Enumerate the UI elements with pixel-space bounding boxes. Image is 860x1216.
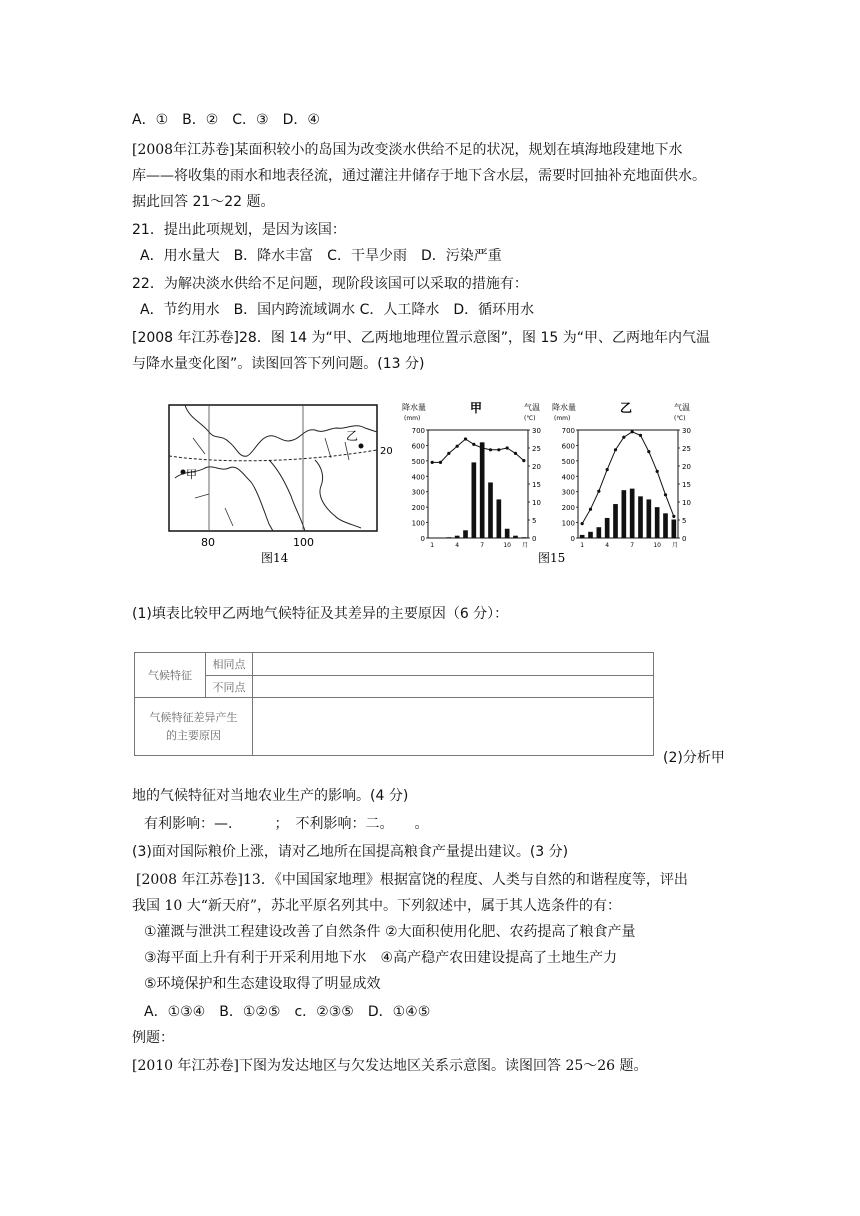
x-tick-label: 7 <box>630 542 635 549</box>
y-tick-label-right: 0 <box>682 535 687 543</box>
y-tick-label-right: 20 <box>682 463 691 471</box>
precip-bar <box>672 519 677 538</box>
precip-axis-label: 降水量 <box>552 403 576 412</box>
figure14-map <box>165 398 405 568</box>
q28-part3-prompt: (3)面对国际粮价上涨，请对乙地所在国提高粮食产量提出建议。(3 分) <box>132 844 569 860</box>
precip-bar <box>663 513 668 538</box>
q21-intro-line3: 据此回答 21～22 题。 <box>132 194 275 210</box>
map-label-jia: 甲 <box>186 468 197 481</box>
climate-comparison-table <box>134 652 654 756</box>
precip-bar <box>638 496 643 538</box>
temp-point <box>647 450 650 453</box>
temp-point <box>514 452 517 455</box>
temp-point <box>506 446 509 449</box>
x-axis-unit: 月 <box>672 542 679 549</box>
y-tick-label-left: 700 <box>411 427 425 435</box>
chart-title: 乙 <box>619 401 633 415</box>
q13-item-5: ⑤环境保护和生态建设取得了明显成效 <box>144 976 381 992</box>
y-tick-label-right: 30 <box>682 427 691 435</box>
plot-frame <box>578 430 678 538</box>
y-tick-label-right: 30 <box>532 427 541 435</box>
temp-point <box>522 459 525 462</box>
precip-bar <box>588 532 593 538</box>
q28-part1-prompt: (1)填表比较甲乙两地气候特征及其差异的主要原因（6 分）： <box>132 606 509 622</box>
q21-stem: 21．提出此项规划，是因为该国： <box>132 222 346 238</box>
y-tick-label-left: 400 <box>411 473 425 482</box>
y-tick-label-right: 0 <box>532 535 537 543</box>
temp-axis-unit: (℃) <box>674 415 686 422</box>
table-head-cause-line2: 的主要原因 <box>166 728 221 742</box>
precip-bar <box>655 507 660 538</box>
q13-intro-line2: 我国 10 大“新天府”，苏北平原名列其中。下列叙述中，属于其人选条件的有： <box>132 898 622 914</box>
x-tick-label: 4 <box>605 542 610 549</box>
table-head-same: 相同点 <box>206 653 253 676</box>
q28-intro-line2: 与降水量变化图”。读图回答下列问题。(13 分) <box>132 356 425 372</box>
y-tick-label-left: 300 <box>561 488 575 497</box>
table-head-diff: 不同点 <box>206 676 253 698</box>
q21-intro-line1: [2008年江苏卷]某面积较小的岛国为改变淡水供给不足的状况，规划在填海地段建地下水 <box>132 142 683 158</box>
precip-bar <box>480 442 485 538</box>
q22-stem: 22．为解决淡水供给不足问题，现阶段该国可以采取的措施有： <box>132 276 528 292</box>
q13-item-3-4: ③海平面上升有利于开采利用地下水 ④高产稳产农田建设提高了土地生产力 <box>144 950 618 966</box>
y-tick-label-right: 5 <box>532 517 537 525</box>
temp-point <box>606 468 609 471</box>
q20-options: A．① B．② C．③ D．④ <box>132 112 320 128</box>
y-tick-label-left: 0 <box>420 535 425 543</box>
q25-intro: [2010 年江苏卷]下图为发达地区与欠发达地区关系示意图。读图回答 25～26 题。 <box>132 1058 648 1074</box>
x-tick-label: 10 <box>653 542 661 549</box>
temp-point <box>481 446 484 449</box>
x-tick-label: 1 <box>580 542 585 549</box>
y-tick-label-right: 5 <box>682 517 687 525</box>
y-tick-label-left: 100 <box>561 519 575 528</box>
precip-bar <box>513 536 518 538</box>
temp-axis-label: 气温 <box>524 403 540 412</box>
temp-point <box>497 448 500 451</box>
y-tick-label-left: 600 <box>561 442 575 451</box>
q21-options: A．用水量大 B．降水丰富 C．干旱少雨 D．污染严重 <box>140 248 502 264</box>
y-tick-label-left: 0 <box>570 535 575 543</box>
q13-item-1-2: ①灌溉与泄洪工程建设改善了自然条件 ②大面积使用化肥、农药提高了粮食产量 <box>144 924 636 940</box>
map-caption: 图14 <box>261 551 289 565</box>
q13-options: A．①③④ B．①②⑤ c．②③⑤ D．①④⑤ <box>144 1004 431 1020</box>
chart-title: 甲 <box>469 401 483 415</box>
temp-axis-unit: (℃) <box>524 415 536 422</box>
temp-point <box>672 515 675 518</box>
table-cell-same[interactable] <box>253 653 654 676</box>
y-tick-label-right: 25 <box>532 445 541 453</box>
precip-bar <box>455 536 460 538</box>
table-head-cause <box>135 698 253 756</box>
precip-bar <box>630 489 635 538</box>
temp-line <box>582 432 674 524</box>
y-tick-label-right: 25 <box>682 445 691 453</box>
precip-axis-label: 降水量 <box>402 403 426 412</box>
precip-bar <box>522 537 527 538</box>
precip-bar <box>497 499 502 538</box>
y-tick-label-left: 500 <box>411 457 425 466</box>
precip-bar <box>613 504 618 538</box>
q28-part2-answer: 有利影响：—. ； 不利影响：二。 。 <box>144 816 429 832</box>
precip-axis-unit: (mm) <box>404 415 421 422</box>
y-tick-label-left: 500 <box>561 457 575 466</box>
precip-bar <box>580 535 585 538</box>
precip-axis-unit: (mm) <box>554 415 571 422</box>
table-cell-diff[interactable] <box>253 676 654 698</box>
y-tick-label-right: 15 <box>682 481 691 489</box>
precip-bar <box>472 462 477 538</box>
temp-axis-label: 气温 <box>674 403 690 412</box>
temp-point <box>622 436 625 439</box>
precip-bar <box>505 529 510 538</box>
temp-point <box>589 508 592 511</box>
y-tick-label-left: 100 <box>411 519 425 528</box>
temp-point <box>656 470 659 473</box>
q28-part2-prompt-b: 地的气候特征对当地农业生产的影响。(4 分) <box>132 788 409 804</box>
table-cell-cause[interactable] <box>253 698 654 756</box>
y-tick-label-left: 300 <box>411 488 425 497</box>
q13-intro-line1: [2008 年江苏卷]13．《中国国家地理》根据富饶的程度、人类与自然的和谐程度等，评出 <box>136 872 688 888</box>
temp-point <box>464 437 467 440</box>
temp-line <box>432 439 524 462</box>
map-label-yi: 乙 <box>346 429 359 443</box>
y-tick-label-right: 10 <box>682 499 691 507</box>
y-tick-label-right: 20 <box>532 463 541 471</box>
x-tick-label: 1 <box>430 542 435 549</box>
map-lon-label-100: 100 <box>293 536 314 549</box>
temp-point <box>447 452 450 455</box>
figure15-climate-charts <box>400 398 705 568</box>
precip-bar <box>622 490 627 538</box>
example-label: 例题： <box>132 1030 174 1046</box>
temp-point <box>614 448 617 451</box>
y-tick-label-right: 10 <box>532 499 541 507</box>
precip-bar <box>597 527 602 538</box>
map-lon-label-80: 80 <box>201 536 215 549</box>
y-tick-label-left: 700 <box>561 427 575 435</box>
y-tick-label-left: 600 <box>411 442 425 451</box>
temp-point <box>639 434 642 437</box>
precip-bar <box>447 537 452 538</box>
table-head-cause-line1: 气候特征差异产生 <box>149 710 238 724</box>
temp-point <box>664 493 667 496</box>
temp-point <box>581 522 584 525</box>
precip-bar <box>488 482 493 538</box>
precip-bar <box>605 518 610 538</box>
x-tick-label: 4 <box>455 542 460 549</box>
temp-point <box>597 490 600 493</box>
temp-point <box>489 448 492 451</box>
precip-bar <box>463 530 468 538</box>
q22-options: A．节约用水 B．国内跨流域调水 C．人工降水 D．循环用水 <box>140 302 535 318</box>
table-head-climate: 气候特征 <box>135 653 206 698</box>
temp-point <box>431 461 434 464</box>
q28-part2-prompt-a: (2)分析甲 <box>663 750 725 766</box>
x-tick-label: 7 <box>480 542 485 549</box>
map-lat-label: 20 <box>380 446 393 457</box>
x-axis-unit: 月 <box>522 542 529 549</box>
precip-bar <box>647 499 652 538</box>
y-tick-label-left: 400 <box>561 473 575 482</box>
q21-intro-line2: 库——将收集的雨水和地表径流，通过灌注井储存于地下含水层，需要时回抽补充地面供水。 <box>132 168 706 184</box>
y-tick-label-right: 15 <box>532 481 541 489</box>
x-tick-label: 10 <box>503 542 511 549</box>
fig15-caption: 图15 <box>538 551 566 565</box>
q28-intro-line1: [2008 年江苏卷]28．图 14 为“甲、乙两地地理位置示意图”，图 15 为“甲、乙两地年内气温 <box>132 330 711 346</box>
y-tick-label-left: 200 <box>561 504 575 513</box>
temp-point <box>631 430 634 433</box>
y-tick-label-left: 200 <box>411 504 425 513</box>
temp-point <box>439 461 442 464</box>
temp-point <box>456 445 459 448</box>
temp-point <box>472 443 475 446</box>
